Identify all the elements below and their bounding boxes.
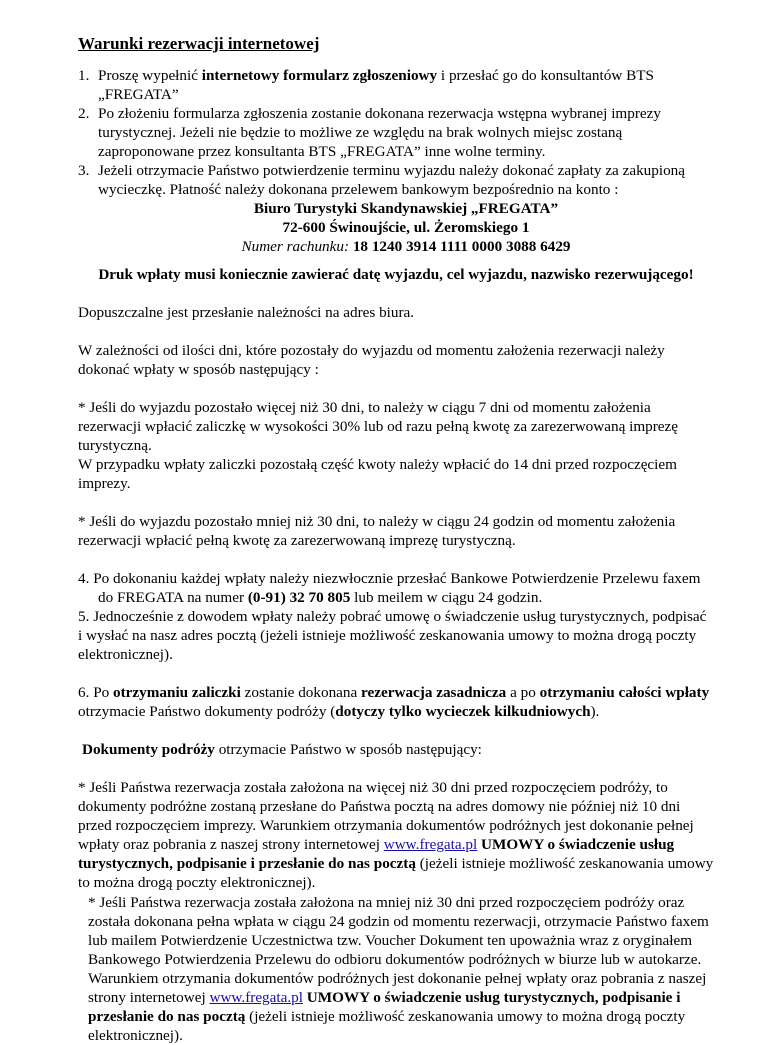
step-6-bold-2: rezerwacja zasadnicza (361, 684, 507, 701)
step-4-text: 4. Po dokonaniu każdej wpłaty należy niezwłocznie przesłać Bankowe Potwierdzenie Przelewu faxem do FREGATA na numer (78, 570, 701, 606)
step-6-text-d: a po (506, 684, 540, 701)
para-office: Dopuszczalne jest przesłanie należności na adres biura. (78, 304, 415, 321)
docs-1-text: * Jeśli Państwa rezerwacja została założona na więcej niż 30 dni przed rozpoczęciem podróży, to dokumenty podróżne zostaną przesłane do Państwa pocztą na adres domowy nie później niż 10 dni przed rozpoczęciem imprezy. Warunkiem otrzymania dokumentów podróżnych jest dokonanie pełnej wpłaty oraz pobrania z naszej strony internetowej (78, 779, 694, 853)
step-3 (78, 161, 714, 256)
step-4 (78, 569, 714, 607)
bank-account (98, 237, 714, 256)
docs-heading-rest: otrzymacie Państwo w sposób następujący: (214, 741, 482, 758)
step-6-bold-4: dotyczy tylko wycieczek kilkudniowych (335, 703, 591, 720)
docs-para-2 (78, 893, 714, 1045)
step-6-text-a: 6. Po (78, 684, 114, 701)
account-number: 18 1240 3914 1111 0000 3088 6429 (352, 238, 571, 255)
company-name: Biuro Turystyki Skandynawskiej „FREGATA” (253, 200, 559, 217)
step-6-bold-3: otrzymaniu całości wpłaty (539, 684, 710, 701)
para-deposit: W przypadku wpłaty zaliczki pozostałą część kwoty należy wpłacić do 14 dni przed rozpoczęciem imprezy. (78, 456, 677, 492)
docs-1-bold: UMOWY o świadczenie usług turystycznych, podpisanie i przesłanie do nas pocztą (78, 836, 675, 872)
step-number: 3. (78, 162, 90, 179)
docs-para-1 (78, 778, 714, 892)
para-less30: * Jeśli do wyjazdu pozostało mniej niż 30 dni, to należy w ciągu 24 godzin od momentu założenia rezerwacji wpłacić pełną kwotę za zarezerwowaną imprezę turystyczną. (78, 513, 676, 549)
step-2 (78, 104, 714, 161)
step-3-text: Jeżeli otrzymacie Państwo potwierdzenie terminu wyjazdu należy dokonać zapłaty za zakupioną wycieczkę. Płatność należy dokonana przelewem bankowym bezpośrednio na konto : (98, 162, 686, 198)
docs-heading (78, 740, 714, 759)
page-title: Warunki rezerwacji internetowej (78, 34, 320, 53)
step-1-text: Proszę wypełnić (98, 67, 202, 84)
step-6-text-f: ). (590, 703, 600, 720)
step-4-text-end: lub meilem w ciągu 24 godzin. (350, 589, 543, 606)
para-depend: W zależności od ilości dni, które pozostały do wyjazdu od momentu założenia rezerwacji należy dokonać wpłaty w sposób następujący : (78, 342, 665, 378)
step-number: 1. (78, 67, 90, 84)
form-link-text: internetowy formularz zgłoszeniowy (201, 67, 438, 84)
docs-2-bold: UMOWY o świadczenie usług turystycznych, podpisanie i przesłanie do nas pocztą (88, 989, 681, 1025)
step-2-text: Po złożeniu formularza zgłoszenia zostanie dokonana rezerwacja wstępna wybranej imprezy turystycznej. Jeżeli nie będzie to możliwe ze względu na brak wolnych miejsc zostaną zaproponowane przez konsultanta BTS „FREGATA” inne wolne terminy. (98, 105, 661, 160)
para-more30: * Jeśli do wyjazdu pozostało więcej niż 30 dni, to należy w ciągu 7 dni od momentu założenia rezerwacji wpłacić zaliczkę w wysokości 30% lub od razu pełną kwotę za zarezerwowaną imprezę turystyczną. (78, 399, 679, 454)
step-6 (78, 683, 714, 721)
docs-1-rest: (jeżeli istnieje możliwość zeskanowania umowy to można drogą poczty elektronicznej). (78, 855, 714, 891)
step-6-bold-1: otrzymaniu zaliczki (113, 684, 241, 701)
docs-2-text: * Jeśli Państwa rezerwacja została założona na mniej niż 30 dni przed rozpoczęciem podróży oraz została dokonana pełna wpłata w ciągu 24 godzin od momentu rezerwacji, otrzymacie Państwo faxem lub mailem Potwierdzenie Uczestnictwa tzw. Voucher Dokument ten upoważnia wraz z oryginałem Bankowego Potwierdzenia Przelewu do odbioru dokumentów podróżnych w biurze lub w autokarze. Warunkiem otrzymania dokumentów podróżnych jest dokonanie pełnej wpłaty oraz pobrania z naszej strony internetowej (88, 894, 709, 1006)
step-1 (78, 66, 714, 104)
step-5: 5. Jednocześnie z dowodem wpłaty należy pobrać umowę o świadczenie usług turystycznych, podpisać i wysłać na nasz adres pocztą (jeżeli istnieje możliwość zeskanowania umowy to można drogą poczty elektronicznej). (78, 608, 707, 663)
company-address: 72-600 Świnoujście, ul. Żeromskiego 1 (282, 219, 530, 236)
fax-number: (0-91) 32 70 805 (247, 589, 351, 606)
step-6-text-c: zostanie dokonana (240, 684, 362, 701)
docs-heading-bold: Dokumenty podróży (82, 741, 215, 758)
account-label: Numer rachunku: (241, 238, 350, 255)
payment-notice: Druk wpłaty musi koniecznie zawierać datę wyjazdu, cel wyjazdu, nazwisko rezerwującego! (98, 266, 694, 283)
document-page (78, 34, 714, 1045)
fregata-website-link[interactable]: www.fregata.pl (383, 836, 478, 853)
step-number: 2. (78, 105, 90, 122)
docs-2-rest: (jeżeli istnieje możliwość zeskanowania umowy to można drogą poczty elektronicznej). (88, 1008, 686, 1044)
reservation-steps (78, 66, 714, 256)
step-1-text-end: i przesłać go do konsultantów BTS „FREGATA” (98, 67, 654, 103)
step-6-text-e: otrzymacie Państwo dokumenty podróży ( (78, 703, 336, 720)
fregata-website-link[interactable]: www.fregata.pl (209, 989, 303, 1006)
